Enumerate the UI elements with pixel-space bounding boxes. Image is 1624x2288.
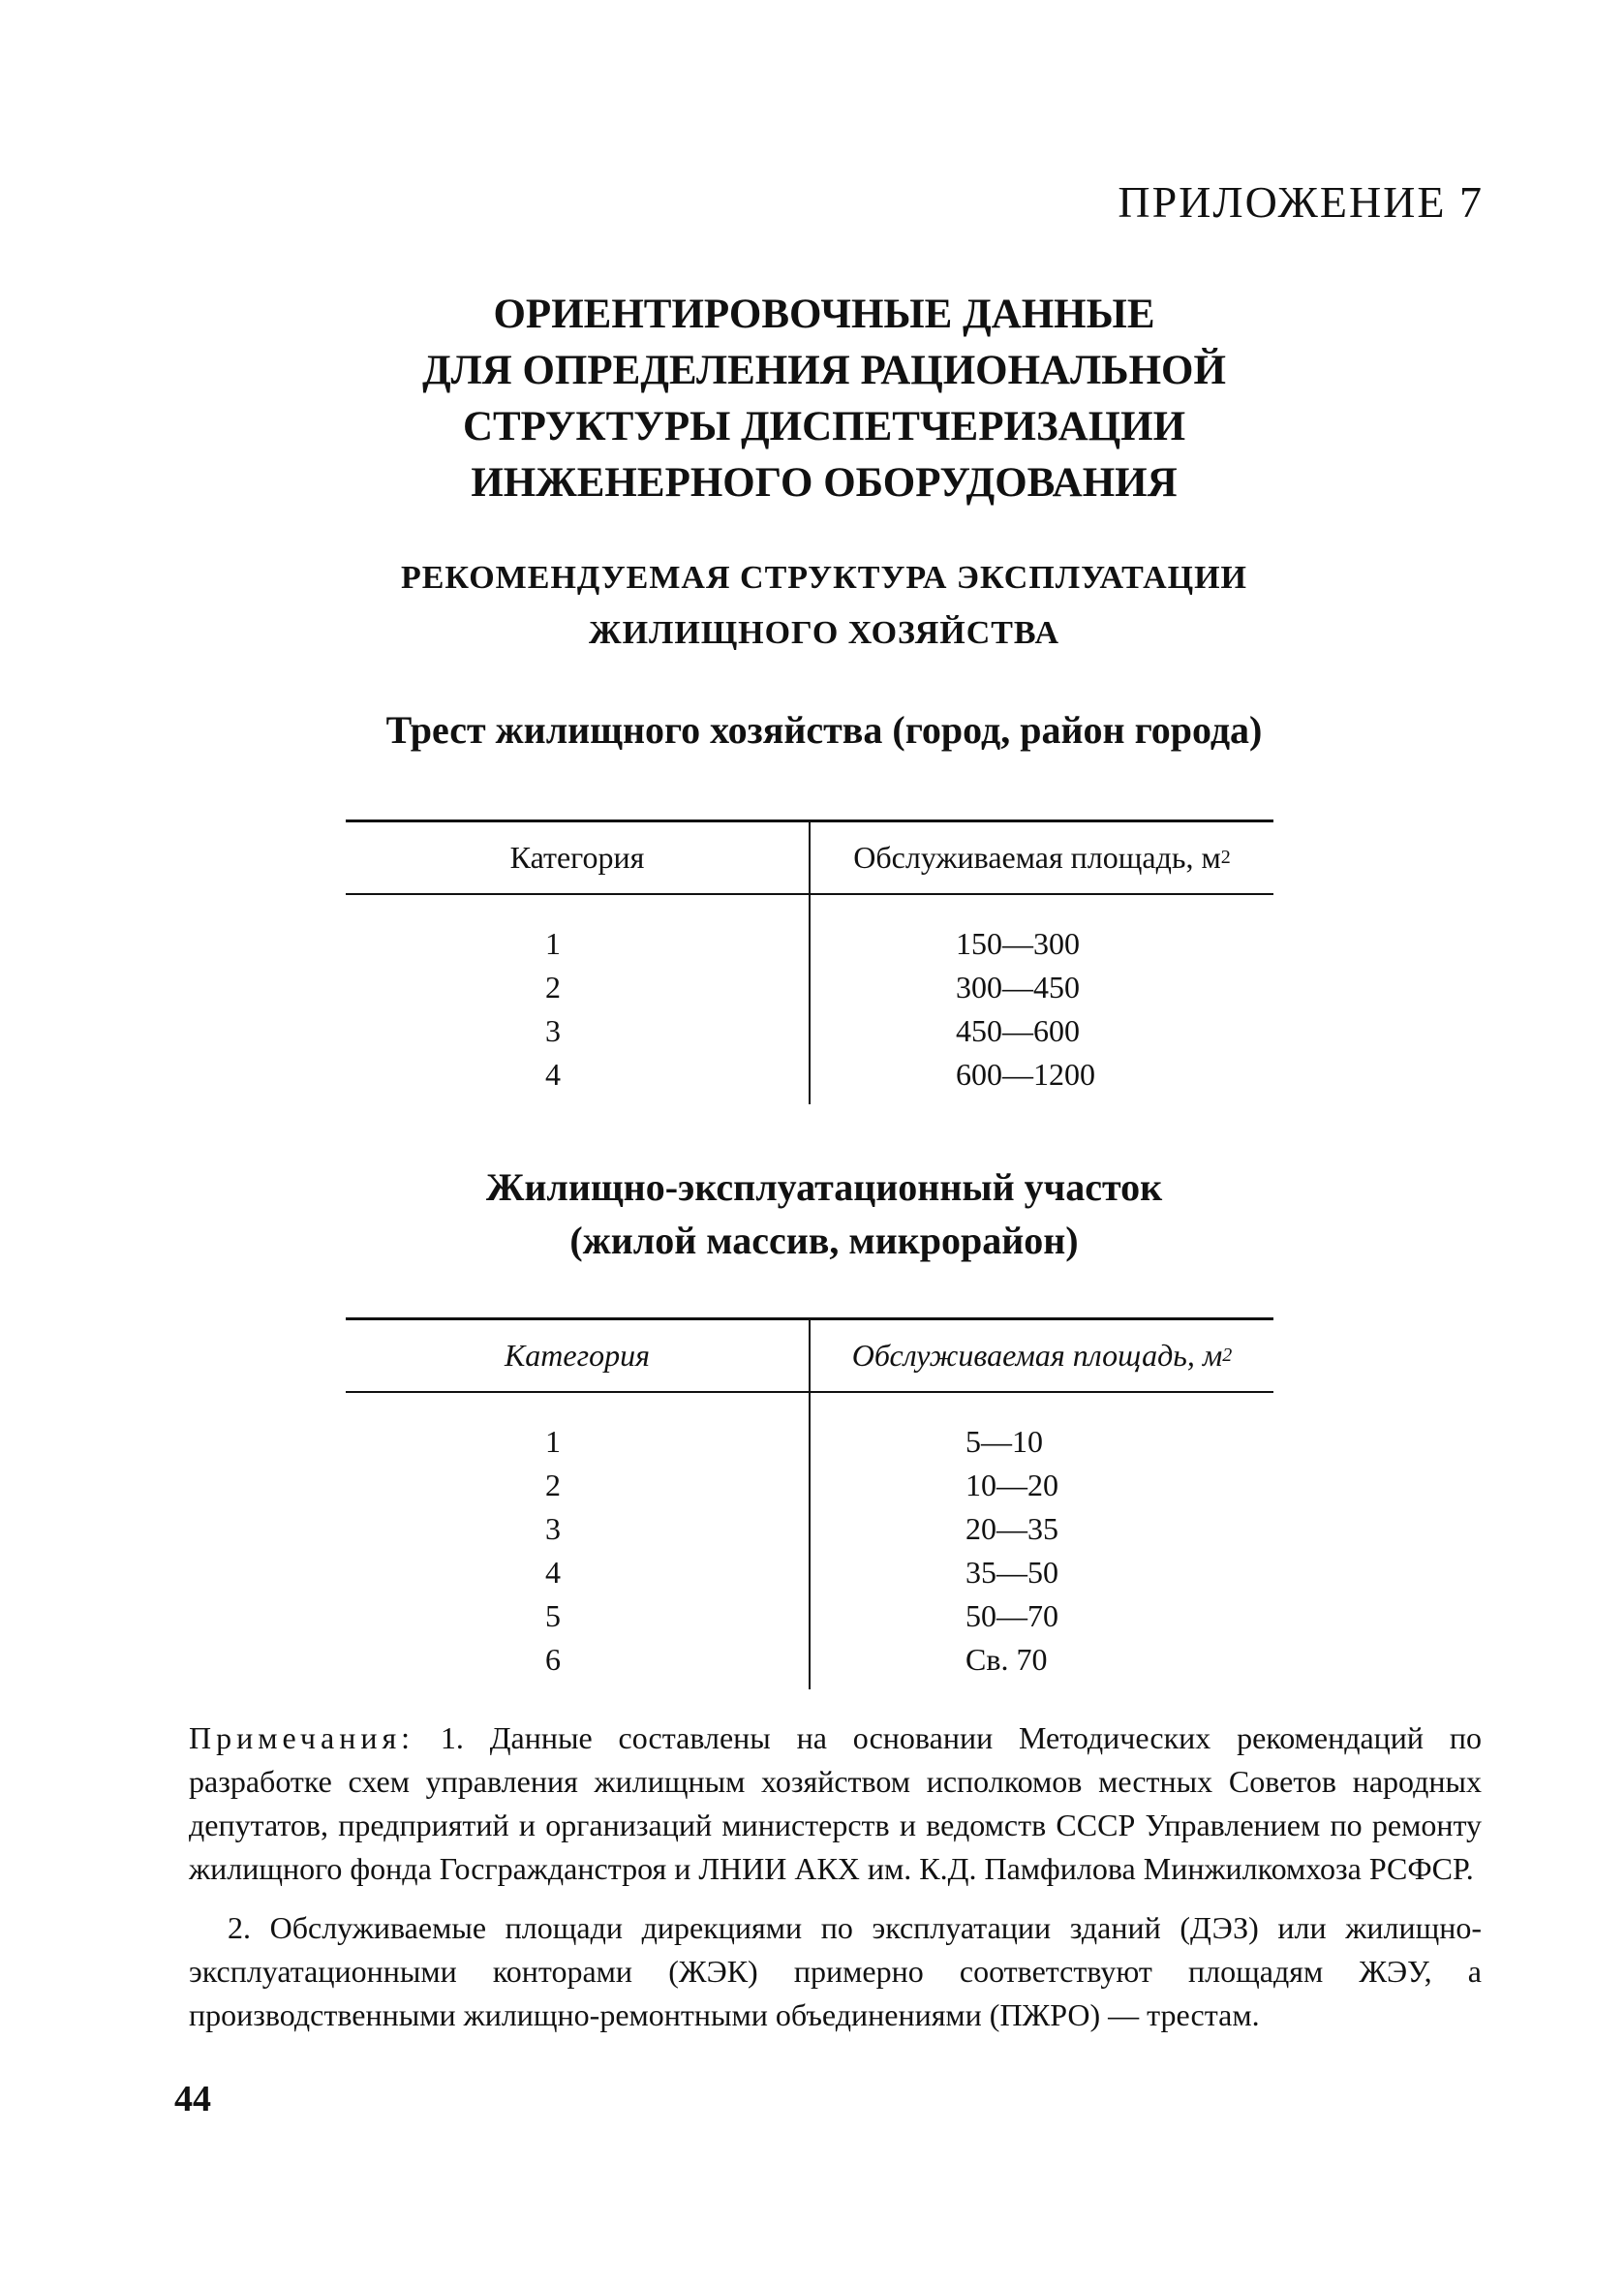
table-cell-category: 1	[545, 1424, 561, 1459]
title-line: ИНЖЕНЕРНОГО ОБОРУДОВАНИЯ	[471, 460, 1178, 506]
document-title	[0, 287, 1624, 511]
table-cell-category: 1	[545, 926, 561, 961]
table-cell-area: 600—1200	[956, 1057, 1095, 1092]
notes-label: Примечания:	[189, 1720, 415, 1755]
title-line: ОРИЕНТИРОВОЧНЫЕ ДАННЫЕ	[493, 292, 1155, 337]
section-title-district	[0, 1160, 1624, 1267]
table-cell-category: 3	[545, 1511, 561, 1546]
category-column	[346, 895, 811, 1104]
table-cell-area: 300—450	[956, 970, 1080, 1005]
table-cell-area: 10—20	[965, 1468, 1058, 1502]
superscript: 2	[1222, 1345, 1233, 1366]
trust-category-table	[346, 819, 1273, 1104]
table-cell-area: 450—600	[956, 1013, 1080, 1048]
column-header-area	[811, 1320, 1273, 1391]
table-cell-category: 4	[545, 1057, 561, 1092]
area-column	[811, 895, 1273, 1104]
area-column	[811, 1393, 1273, 1689]
column-header-category: Категория	[346, 822, 811, 893]
note-2-text: 2. Обслуживаемые площади дирекциями по эксплуатации зданий (ДЭЗ) или жилищно-эксплуатационными конторами (ЖЭК) примерно соответствуют площадям ЖЭУ, а производственными жилищно-ремонтными объединениями (ПЖРО) — трестам.	[189, 1910, 1482, 2032]
column-header-area	[811, 822, 1273, 893]
table-cell-area: 5—10	[965, 1424, 1043, 1459]
table-cell-area: 50—70	[965, 1598, 1058, 1633]
subtitle-line: РЕКОМЕНДУЕМАЯ СТРУКТУРА ЭКСПЛУАТАЦИИ	[400, 560, 1247, 596]
table-cell-category: 2	[545, 970, 561, 1005]
section-title-trust: Трест жилищного хозяйства (город, район города)	[385, 708, 1263, 752]
column-header-area-text: Обслуживаемая площадь, м	[853, 840, 1221, 875]
district-category-table	[346, 1317, 1273, 1689]
appendix-label: ПРИЛОЖЕНИЕ 7	[1118, 177, 1484, 227]
table-body	[346, 895, 1273, 1104]
section-title-line: (жилой массив, микрорайон)	[569, 1219, 1079, 1262]
notes-block	[189, 1716, 1482, 2053]
table-cell-category: 5	[545, 1598, 561, 1633]
document-subtitle	[0, 550, 1624, 661]
note-paragraph-1	[189, 1716, 1482, 1891]
title-line: СТРУКТУРЫ ДИСПЕТЧЕРИЗАЦИИ	[462, 404, 1186, 449]
table-header	[346, 1320, 1273, 1393]
table-body	[346, 1393, 1273, 1689]
table-cell-area: 150—300	[956, 926, 1080, 961]
subtitle-line: ЖИЛИЩНОГО ХОЗЯЙСТВА	[588, 615, 1060, 651]
title-line: ДЛЯ ОПРЕДЕЛЕНИЯ РАЦИОНАЛЬНОЙ	[422, 348, 1226, 393]
table-cell-category: 4	[545, 1555, 561, 1590]
note-1-text: 1. Данные составлены на основании Методических рекомендаций по разработке схем управления жилищным хозяйством исполкомов местных Советов народных депутатов, предприятий и организаций министерств и ведомств СССР Управлением по ремонту жилищного фонда Госгражданстроя и ЛНИИ АКХ им. К.Д. Памфилова Минжилкомхоза РСФСР.	[189, 1720, 1483, 1886]
superscript: 2	[1220, 847, 1231, 868]
table-cell-area: 20—35	[965, 1511, 1058, 1546]
section-title-line: Жилищно-эксплуатационный участок	[485, 1165, 1163, 1209]
category-column	[346, 1393, 811, 1689]
column-header-category: Категория	[346, 1320, 811, 1391]
table-header	[346, 822, 1273, 895]
table-cell-category: 2	[545, 1468, 561, 1502]
table-cell-area: Св. 70	[965, 1642, 1048, 1677]
page-number: 44	[174, 2079, 211, 2119]
table-cell-category: 6	[545, 1642, 561, 1677]
table-cell-area: 35—50	[965, 1555, 1058, 1590]
column-header-area-text: Обслуживаемая площадь, м	[851, 1338, 1223, 1373]
table-cell-category: 3	[545, 1013, 561, 1048]
